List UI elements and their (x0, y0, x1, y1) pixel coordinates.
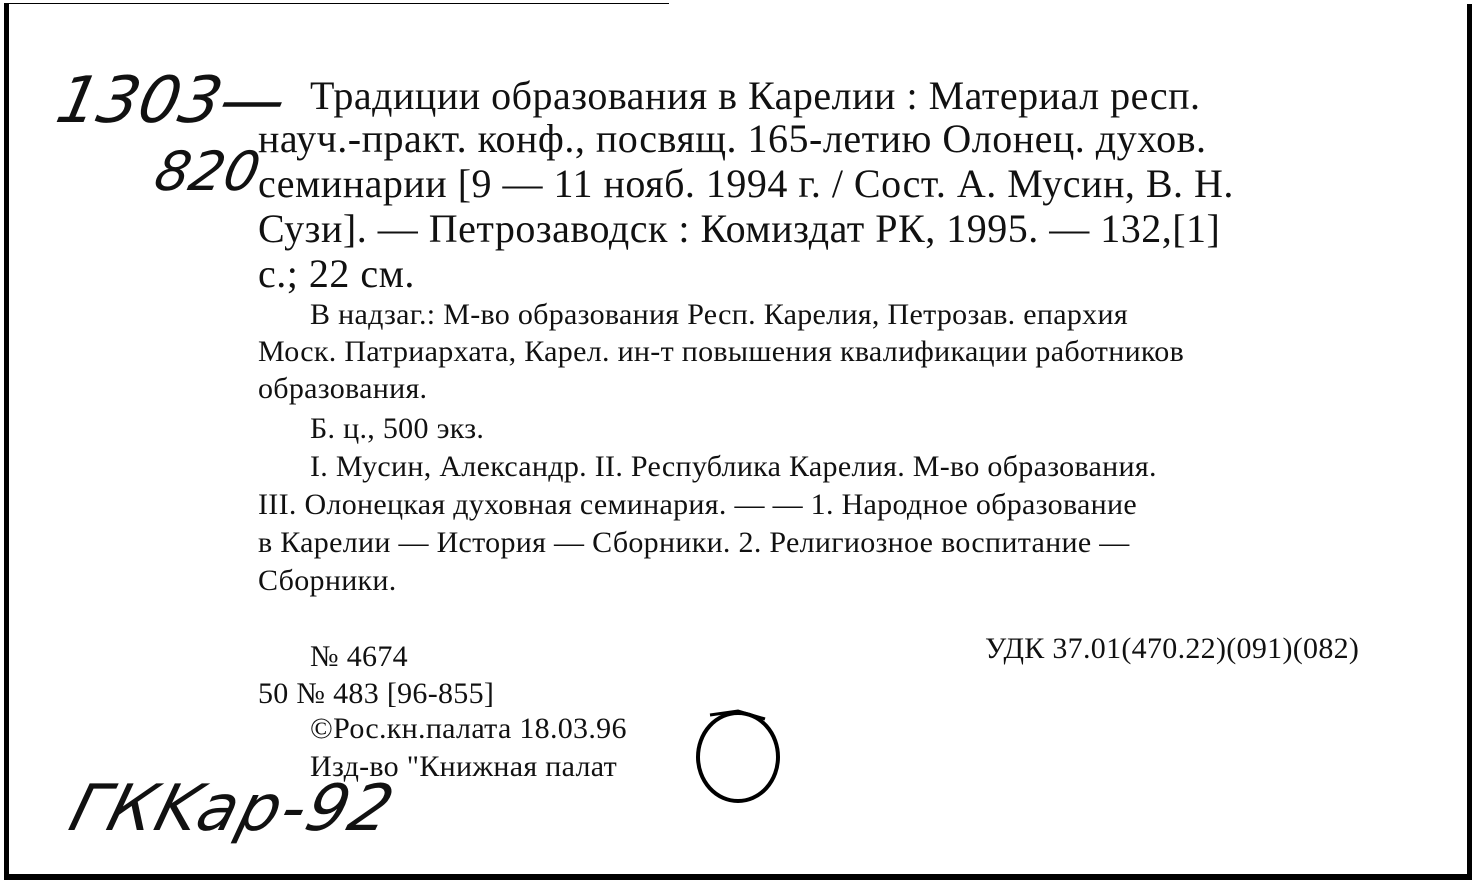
note-line-2: Моск. Патриархата, Карел. ин-т повышения квалификации работников (258, 335, 1185, 368)
price-line: Б. ц., 500 экз. (310, 412, 485, 445)
entry-line-2: науч.-практ. конф., посвящ. 165-летию Олонец. духов. (258, 116, 1207, 161)
publisher-line: Изд-во "Книжная палат (310, 750, 618, 783)
subject-line-2: III. Олонецкая духовная семинария. — — 1. Народное образование (258, 488, 1137, 521)
entry-line-5: с.; 22 см. (258, 251, 415, 296)
copyright-line: ©Рос.кн.палата 18.03.96 (310, 712, 627, 745)
stamp-circle (690, 705, 785, 810)
note-line-3: образования. (258, 372, 428, 405)
handwritten-shelfmark-top: 1303— (50, 64, 293, 138)
entry-line-3: семинарии [9 — 11 нояб. 1994 г. / Сост. А. Мусин, В. Н. (258, 161, 1234, 206)
entry-line-4: Сузи]. — Петрозаводск : Комиздат РК, 1995. — 132,[1] (258, 206, 1221, 251)
handwritten-bottom-note: ГКKap-92 (62, 772, 404, 846)
subject-line-4: Сборники. (258, 564, 397, 597)
udk-code: УДК 37.01(470.22)(091)(082) (985, 632, 1360, 665)
order-number: 50 № 483 [96-855] (258, 677, 495, 710)
note-line-1: В надзаг.: М-во образования Респ. Карелия, Петрозав. епархия (310, 298, 1128, 331)
card-number: № 4674 (310, 640, 408, 673)
subject-line-1: I. Мусин, Александр. II. Республика Карелия. М-во образования. (310, 450, 1157, 483)
handwritten-shelfmark-bottom: 820 (149, 140, 266, 203)
subject-line-3: в Карелии — История — Сборники. 2. Религиозное воспитание — (258, 526, 1130, 559)
entry-line-1: Традиции образования в Карелии : Материал респ. (310, 73, 1201, 118)
